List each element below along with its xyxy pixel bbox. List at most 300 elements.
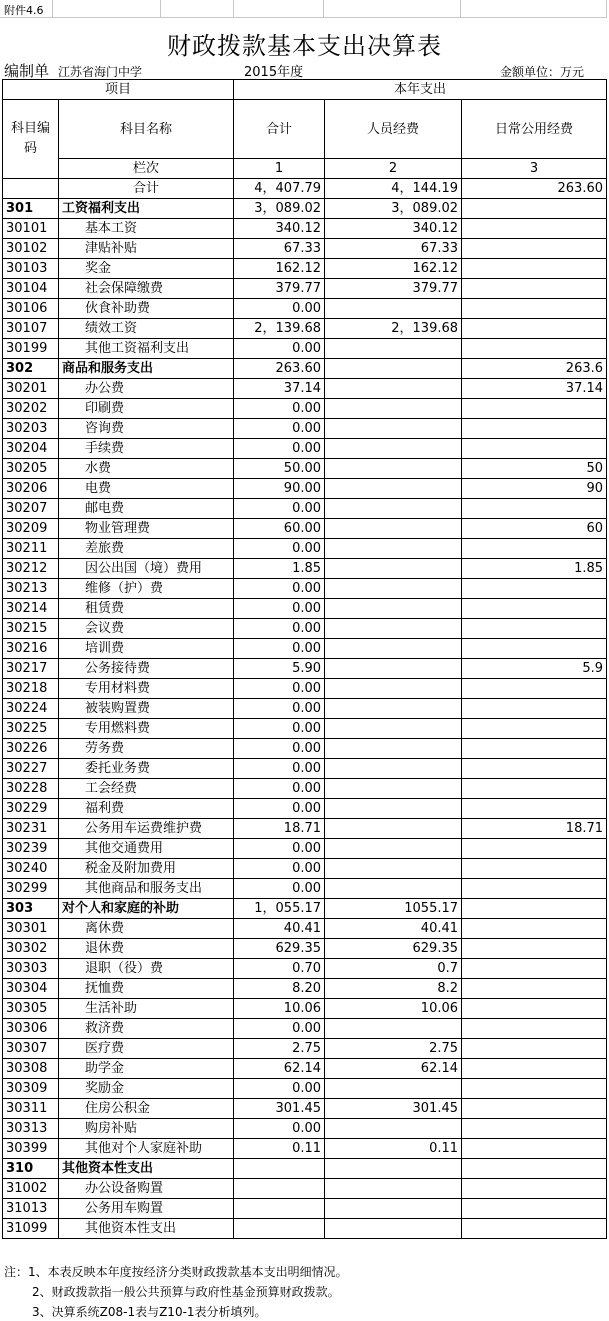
row-personnel: 1055.17 bbox=[325, 899, 462, 919]
table-row bbox=[3, 1179, 607, 1199]
row-public bbox=[462, 319, 607, 339]
row-personnel: 162.12 bbox=[325, 259, 462, 279]
row-total: 0.00 bbox=[234, 799, 325, 819]
row-total: 5.90 bbox=[234, 659, 325, 679]
note-1: 注：1、本表反映本年度按经济分类财政拨款基本支出明细情况。 bbox=[4, 1265, 348, 1279]
row-public bbox=[462, 259, 607, 279]
grid-cell bbox=[324, 0, 461, 18]
row-personnel bbox=[325, 339, 462, 359]
row-name: 专用材料费 bbox=[59, 679, 234, 699]
row-total bbox=[234, 1159, 325, 1179]
row-public bbox=[462, 899, 607, 919]
row-name: 退职（役）费 bbox=[59, 959, 234, 979]
table-row bbox=[3, 259, 607, 279]
row-name: 基本工资 bbox=[59, 219, 234, 239]
grid-cell bbox=[161, 0, 234, 18]
row-personnel bbox=[325, 1199, 462, 1219]
row-total bbox=[234, 1219, 325, 1239]
row-code: 30228 bbox=[3, 779, 59, 799]
table-row bbox=[3, 1139, 607, 1159]
row-name: 购房补贴 bbox=[59, 1119, 234, 1139]
table-row bbox=[3, 579, 607, 599]
total-sum: 4，407.79 bbox=[234, 179, 325, 199]
row-total: 18.71 bbox=[234, 819, 325, 839]
header-code: 科目编码 bbox=[3, 100, 59, 179]
row-personnel bbox=[325, 1079, 462, 1099]
row-personnel: 3，089.02 bbox=[325, 199, 462, 219]
row-code: 30209 bbox=[3, 519, 59, 539]
row-name: 税金及附加费用 bbox=[59, 859, 234, 879]
row-public: 50 bbox=[462, 459, 607, 479]
row-personnel bbox=[325, 739, 462, 759]
row-public bbox=[462, 279, 607, 299]
row-personnel bbox=[325, 799, 462, 819]
header-public: 日常公用经费 bbox=[462, 100, 607, 159]
row-total: 263.60 bbox=[234, 359, 325, 379]
row-public bbox=[462, 539, 607, 559]
row-code: 301 bbox=[3, 199, 59, 219]
row-total: 3，089.02 bbox=[234, 199, 325, 219]
row-public bbox=[462, 759, 607, 779]
row-code: 30205 bbox=[3, 459, 59, 479]
row-public bbox=[462, 839, 607, 859]
row-public bbox=[462, 1219, 607, 1239]
header-current-year: 本年支出 bbox=[234, 80, 607, 100]
row-code: 30206 bbox=[3, 479, 59, 499]
row-public bbox=[462, 939, 607, 959]
row-code: 30309 bbox=[3, 1079, 59, 1099]
table-row bbox=[3, 859, 607, 879]
row-name: 其他资本性支出 bbox=[59, 1159, 234, 1179]
row-public bbox=[462, 439, 607, 459]
row-public: 1.85 bbox=[462, 559, 607, 579]
table-row bbox=[3, 679, 607, 699]
row-total: 0.00 bbox=[234, 1079, 325, 1099]
row-public bbox=[462, 199, 607, 219]
row-name: 其他交通费用 bbox=[59, 839, 234, 859]
row-name: 物业管理费 bbox=[59, 519, 234, 539]
row-personnel: 629.35 bbox=[325, 939, 462, 959]
row-personnel bbox=[325, 639, 462, 659]
row-code: 30216 bbox=[3, 639, 59, 659]
row-total: 0.00 bbox=[234, 619, 325, 639]
row-personnel bbox=[325, 399, 462, 419]
table-row bbox=[3, 639, 607, 659]
row-code: 30226 bbox=[3, 739, 59, 759]
row-personnel bbox=[325, 779, 462, 799]
row-total: 1，055.17 bbox=[234, 899, 325, 919]
row-public bbox=[462, 299, 607, 319]
row-public bbox=[462, 239, 607, 259]
table-row bbox=[3, 459, 607, 479]
table-row bbox=[3, 499, 607, 519]
row-code: 30307 bbox=[3, 1039, 59, 1059]
row-total: 340.12 bbox=[234, 219, 325, 239]
table-row bbox=[3, 199, 607, 219]
row-code: 30107 bbox=[3, 319, 59, 339]
row-name: 奖励金 bbox=[59, 1079, 234, 1099]
table-row bbox=[3, 1159, 607, 1179]
row-public bbox=[462, 919, 607, 939]
row-personnel bbox=[325, 839, 462, 859]
row-code: 303 bbox=[3, 899, 59, 919]
row-code: 30399 bbox=[3, 1139, 59, 1159]
row-name: 会议费 bbox=[59, 619, 234, 639]
attachment-label: 附件4.6 bbox=[4, 4, 44, 17]
row-public bbox=[462, 859, 607, 879]
row-code: 30240 bbox=[3, 859, 59, 879]
row-code: 30201 bbox=[3, 379, 59, 399]
row-public bbox=[462, 599, 607, 619]
row-personnel bbox=[325, 819, 462, 839]
table-row bbox=[3, 439, 607, 459]
row-personnel bbox=[325, 1219, 462, 1239]
row-name: 咨询费 bbox=[59, 419, 234, 439]
row-name: 水费 bbox=[59, 459, 234, 479]
row-total: 0.00 bbox=[234, 419, 325, 439]
row-public bbox=[462, 999, 607, 1019]
row-code: 30304 bbox=[3, 979, 59, 999]
row-total: 629.35 bbox=[234, 939, 325, 959]
row-total: 0.00 bbox=[234, 839, 325, 859]
row-public bbox=[462, 719, 607, 739]
row-public bbox=[462, 1159, 607, 1179]
row-total: 0.00 bbox=[234, 759, 325, 779]
row-total: 0.00 bbox=[234, 859, 325, 879]
row-name: 差旅费 bbox=[59, 539, 234, 559]
table-row bbox=[3, 1199, 607, 1219]
row-personnel bbox=[325, 659, 462, 679]
table-row bbox=[3, 239, 607, 259]
row-code: 30102 bbox=[3, 239, 59, 259]
header-personnel: 人员经费 bbox=[325, 100, 462, 159]
row-public bbox=[462, 219, 607, 239]
row-public bbox=[462, 399, 607, 419]
row-name: 绩效工资 bbox=[59, 319, 234, 339]
total-row bbox=[3, 179, 607, 199]
row-name: 维修（护）费 bbox=[59, 579, 234, 599]
table-row bbox=[3, 1119, 607, 1139]
row-name: 培训费 bbox=[59, 639, 234, 659]
row-name: 抚恤费 bbox=[59, 979, 234, 999]
row-total: 62.14 bbox=[234, 1059, 325, 1079]
row-total: 0.00 bbox=[234, 879, 325, 899]
header-col2: 2 bbox=[325, 159, 462, 179]
table-row bbox=[3, 1099, 607, 1119]
table-row bbox=[3, 559, 607, 579]
row-personnel bbox=[325, 1179, 462, 1199]
row-name: 对个人和家庭的补助 bbox=[59, 899, 234, 919]
row-code: 310 bbox=[3, 1159, 59, 1179]
row-total: 0.00 bbox=[234, 1119, 325, 1139]
row-code: 30106 bbox=[3, 299, 59, 319]
row-public bbox=[462, 419, 607, 439]
row-code: 30202 bbox=[3, 399, 59, 419]
row-name: 退休费 bbox=[59, 939, 234, 959]
row-personnel: 40.41 bbox=[325, 919, 462, 939]
table-row bbox=[3, 619, 607, 639]
table-row bbox=[3, 959, 607, 979]
table-row bbox=[3, 279, 607, 299]
row-total: 301.45 bbox=[234, 1099, 325, 1119]
total-label: 合计 bbox=[59, 179, 234, 199]
row-public bbox=[462, 499, 607, 519]
table-row bbox=[3, 1019, 607, 1039]
row-personnel: 62.14 bbox=[325, 1059, 462, 1079]
row-code: 30103 bbox=[3, 259, 59, 279]
row-total: 0.00 bbox=[234, 299, 325, 319]
row-code: 30311 bbox=[3, 1099, 59, 1119]
row-code: 30215 bbox=[3, 619, 59, 639]
table-row bbox=[3, 659, 607, 679]
header-col1: 1 bbox=[234, 159, 325, 179]
row-name: 医疗费 bbox=[59, 1039, 234, 1059]
row-code: 30306 bbox=[3, 1019, 59, 1039]
row-code: 30104 bbox=[3, 279, 59, 299]
table-row bbox=[3, 319, 607, 339]
row-name: 邮电费 bbox=[59, 499, 234, 519]
unit-name: 江苏省海门中学 bbox=[58, 65, 143, 79]
row-code: 30211 bbox=[3, 539, 59, 559]
row-name: 委托业务费 bbox=[59, 759, 234, 779]
row-code: 302 bbox=[3, 359, 59, 379]
row-name: 救济费 bbox=[59, 1019, 234, 1039]
row-code: 31099 bbox=[3, 1219, 59, 1239]
row-name: 电费 bbox=[59, 479, 234, 499]
row-public bbox=[462, 579, 607, 599]
row-code: 30231 bbox=[3, 819, 59, 839]
row-personnel bbox=[325, 879, 462, 899]
table-row bbox=[3, 979, 607, 999]
table-row bbox=[3, 359, 607, 379]
row-personnel bbox=[325, 499, 462, 519]
row-public bbox=[462, 639, 607, 659]
row-code: 30303 bbox=[3, 959, 59, 979]
row-name: 助学金 bbox=[59, 1059, 234, 1079]
row-name: 公务接待费 bbox=[59, 659, 234, 679]
row-code: 30217 bbox=[3, 659, 59, 679]
note-3: 3、决算系统Z08-1表与Z10-1表分析填列。 bbox=[32, 1305, 267, 1319]
row-personnel bbox=[325, 359, 462, 379]
row-public bbox=[462, 1039, 607, 1059]
row-personnel: 8.2 bbox=[325, 979, 462, 999]
row-code: 30225 bbox=[3, 719, 59, 739]
row-name: 其他商品和服务支出 bbox=[59, 879, 234, 899]
row-total: 0.00 bbox=[234, 639, 325, 659]
row-public bbox=[462, 959, 607, 979]
row-personnel bbox=[325, 1119, 462, 1139]
row-name: 住房公积金 bbox=[59, 1099, 234, 1119]
row-personnel bbox=[325, 699, 462, 719]
row-code: 31002 bbox=[3, 1179, 59, 1199]
row-total: 10.06 bbox=[234, 999, 325, 1019]
row-total: 60.00 bbox=[234, 519, 325, 539]
row-personnel bbox=[325, 379, 462, 399]
row-total: 67.33 bbox=[234, 239, 325, 259]
row-total: 0.00 bbox=[234, 699, 325, 719]
row-personnel: 2.75 bbox=[325, 1039, 462, 1059]
row-name: 因公出国（境）费用 bbox=[59, 559, 234, 579]
row-total: 0.11 bbox=[234, 1139, 325, 1159]
table-row bbox=[3, 999, 607, 1019]
row-total: 50.00 bbox=[234, 459, 325, 479]
row-total bbox=[234, 1179, 325, 1199]
row-code: 30224 bbox=[3, 699, 59, 719]
table-row bbox=[3, 739, 607, 759]
table-row bbox=[3, 759, 607, 779]
table-row bbox=[3, 1219, 607, 1239]
grid-cell bbox=[53, 0, 161, 18]
table-row bbox=[3, 939, 607, 959]
table-row bbox=[3, 719, 607, 739]
total-public: 263.60 bbox=[462, 179, 607, 199]
table-row bbox=[3, 539, 607, 559]
row-total: 0.00 bbox=[234, 599, 325, 619]
row-total: 40.41 bbox=[234, 919, 325, 939]
row-personnel: 340.12 bbox=[325, 219, 462, 239]
row-personnel bbox=[325, 579, 462, 599]
row-total: 0.00 bbox=[234, 579, 325, 599]
row-name: 其他工资福利支出 bbox=[59, 339, 234, 359]
total-personnel: 4，144.19 bbox=[325, 179, 462, 199]
row-total: 0.00 bbox=[234, 499, 325, 519]
row-name: 商品和服务支出 bbox=[59, 359, 234, 379]
row-public bbox=[462, 1139, 607, 1159]
row-public bbox=[462, 1019, 607, 1039]
row-public bbox=[462, 1059, 607, 1079]
row-total: 8.20 bbox=[234, 979, 325, 999]
row-personnel bbox=[325, 1159, 462, 1179]
row-code: 30239 bbox=[3, 839, 59, 859]
row-code: 30305 bbox=[3, 999, 59, 1019]
row-personnel: 10.06 bbox=[325, 999, 462, 1019]
row-name: 公务用车运费维护费 bbox=[59, 819, 234, 839]
row-name: 手续费 bbox=[59, 439, 234, 459]
row-public bbox=[462, 339, 607, 359]
row-public bbox=[462, 779, 607, 799]
table-row bbox=[3, 1039, 607, 1059]
row-total: 0.00 bbox=[234, 1019, 325, 1039]
row-name: 被装购置费 bbox=[59, 699, 234, 719]
row-personnel bbox=[325, 679, 462, 699]
table-row bbox=[3, 819, 607, 839]
row-code: 30199 bbox=[3, 339, 59, 359]
row-code: 30213 bbox=[3, 579, 59, 599]
table-row bbox=[3, 699, 607, 719]
row-public bbox=[462, 1199, 607, 1219]
row-name: 专用燃料费 bbox=[59, 719, 234, 739]
row-name: 工资福利支出 bbox=[59, 199, 234, 219]
row-personnel: 67.33 bbox=[325, 239, 462, 259]
row-name: 租赁费 bbox=[59, 599, 234, 619]
row-personnel bbox=[325, 559, 462, 579]
row-code: 30212 bbox=[3, 559, 59, 579]
row-name: 离休费 bbox=[59, 919, 234, 939]
table-row bbox=[3, 1079, 607, 1099]
row-code: 30204 bbox=[3, 439, 59, 459]
table-row bbox=[3, 839, 607, 859]
row-name: 办公设备购置 bbox=[59, 1179, 234, 1199]
row-name: 印刷费 bbox=[59, 399, 234, 419]
row-total: 2.75 bbox=[234, 1039, 325, 1059]
row-name: 津贴补贴 bbox=[59, 239, 234, 259]
unit-label: 编制单 bbox=[4, 62, 50, 80]
row-personnel: 379.77 bbox=[325, 279, 462, 299]
row-total: 162.12 bbox=[234, 259, 325, 279]
row-total: 0.00 bbox=[234, 679, 325, 699]
row-name: 福利费 bbox=[59, 799, 234, 819]
row-code: 30308 bbox=[3, 1059, 59, 1079]
row-public bbox=[462, 1179, 607, 1199]
row-personnel: 301.45 bbox=[325, 1099, 462, 1119]
row-name: 其他资本性支出 bbox=[59, 1219, 234, 1239]
row-public bbox=[462, 679, 607, 699]
row-public bbox=[462, 979, 607, 999]
row-public: 263.6 bbox=[462, 359, 607, 379]
row-name: 工会经费 bbox=[59, 779, 234, 799]
header-item: 项目 bbox=[3, 80, 234, 100]
row-total: 0.00 bbox=[234, 539, 325, 559]
page-title: 财政拨款基本支出决算表 bbox=[167, 32, 442, 60]
row-public bbox=[462, 1119, 607, 1139]
row-name: 其他对个人家庭补助 bbox=[59, 1139, 234, 1159]
row-code: 30218 bbox=[3, 679, 59, 699]
spreadsheet-gridlines bbox=[0, 0, 607, 18]
row-public: 37.14 bbox=[462, 379, 607, 399]
table-row bbox=[3, 419, 607, 439]
row-personnel: 0.11 bbox=[325, 1139, 462, 1159]
table-row bbox=[3, 379, 607, 399]
row-code: 30207 bbox=[3, 499, 59, 519]
row-public: 90 bbox=[462, 479, 607, 499]
row-code: 30101 bbox=[3, 219, 59, 239]
table-row bbox=[3, 339, 607, 359]
row-total: 37.14 bbox=[234, 379, 325, 399]
grid-cell bbox=[234, 0, 324, 18]
row-code: 30313 bbox=[3, 1119, 59, 1139]
row-personnel: 2，139.68 bbox=[325, 319, 462, 339]
row-public bbox=[462, 619, 607, 639]
row-name: 奖金 bbox=[59, 259, 234, 279]
table-row bbox=[3, 399, 607, 419]
table-row bbox=[3, 799, 607, 819]
row-personnel bbox=[325, 439, 462, 459]
row-total: 0.00 bbox=[234, 739, 325, 759]
row-personnel bbox=[325, 539, 462, 559]
row-total: 90.00 bbox=[234, 479, 325, 499]
row-personnel bbox=[325, 459, 462, 479]
row-total: 2，139.68 bbox=[234, 319, 325, 339]
header-total: 合计 bbox=[234, 100, 325, 159]
row-total: 1.85 bbox=[234, 559, 325, 579]
row-code: 30229 bbox=[3, 799, 59, 819]
currency-unit: 金额单位：万元 bbox=[500, 65, 585, 79]
row-name: 劳务费 bbox=[59, 739, 234, 759]
table-row bbox=[3, 599, 607, 619]
row-code: 30302 bbox=[3, 939, 59, 959]
row-public bbox=[462, 1079, 607, 1099]
table-row bbox=[3, 899, 607, 919]
grid-cell bbox=[461, 0, 607, 18]
row-code: 30301 bbox=[3, 919, 59, 939]
row-public: 5.9 bbox=[462, 659, 607, 679]
row-personnel bbox=[325, 1019, 462, 1039]
table-row bbox=[3, 1059, 607, 1079]
row-personnel bbox=[325, 419, 462, 439]
row-total: 0.70 bbox=[234, 959, 325, 979]
row-total: 0.00 bbox=[234, 399, 325, 419]
total-code bbox=[3, 179, 59, 199]
